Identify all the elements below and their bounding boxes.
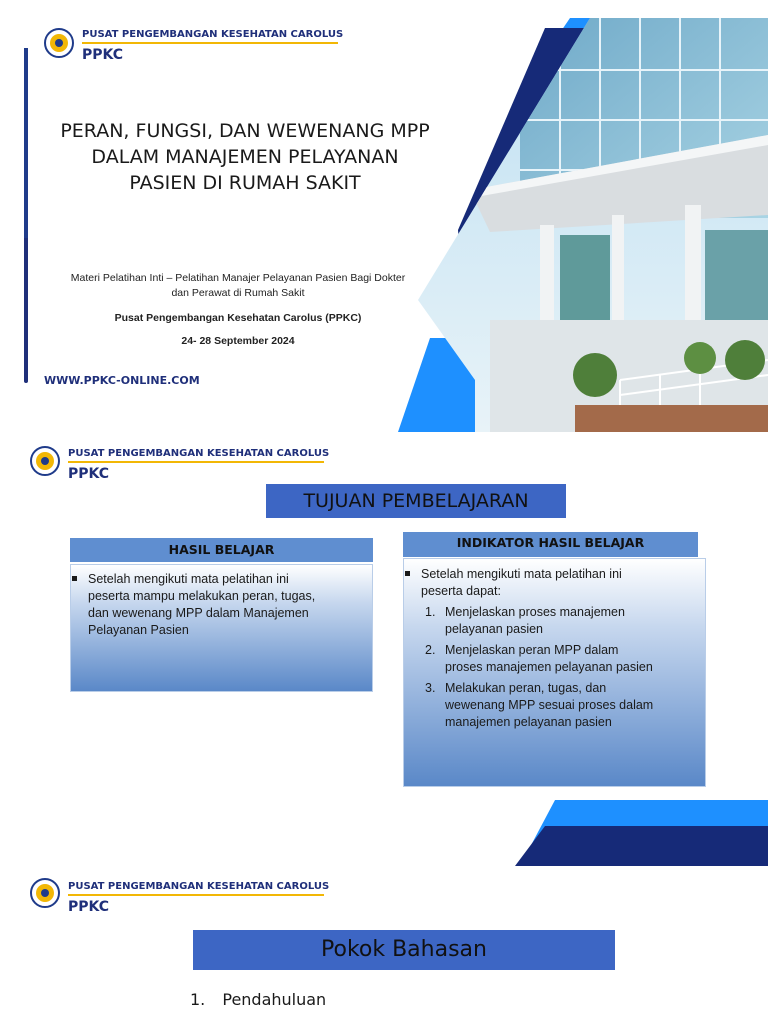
slide-topics: [0, 866, 768, 1024]
item-number: 2.: [425, 643, 436, 657]
subtitle-line-1: Materi Pelatihan Inti – Pelatihan Manajer Pelayanan Pasien Bagi Dokter: [70, 272, 406, 284]
slide-title: Pokok Bahasan: [193, 930, 615, 970]
organizer: Pusat Pengembangan Kesehatan Carolus (PPKC): [114, 312, 362, 324]
indicator-2-line-1: Menjelaskan peran MPP dalam: [445, 643, 619, 657]
indicator-3-line-2: wewenang MPP sesuai proses dalam: [445, 698, 654, 712]
website-link[interactable]: WWW.PPKC-ONLINE.COM: [44, 374, 200, 387]
indicator-1-line-2: pelayanan pasien: [445, 622, 543, 636]
title-line-2: DALAM MANAJEMEN PELAYANAN: [91, 146, 399, 168]
brand-name: PPKC: [68, 466, 110, 482]
org-name: PUSAT PENGEMBANGAN KESEHATAN CAROLUS: [68, 881, 330, 892]
item-number: 1.: [190, 990, 206, 1009]
indicator-intro-line-2: peserta dapat:: [421, 584, 501, 598]
org-name: PUSAT PENGEMBANGAN KESEHATAN CAROLUS: [82, 29, 344, 40]
indicator-header: INDIKATOR HASIL BELAJAR: [403, 532, 698, 557]
item-number: 1.: [425, 605, 436, 619]
brand-name: PPKC: [68, 899, 110, 915]
brand-name: PPKC: [82, 47, 124, 63]
indicator-intro-line-1: Setelah mengikuti mata pelatihan ini: [421, 567, 622, 581]
outcome-line-2: peserta mampu melakukan peran, tugas,: [88, 589, 316, 603]
org-underline: [68, 894, 324, 896]
indicator-1-line-1: Menjelaskan proses manajemen: [445, 605, 625, 619]
org-name: PUSAT PENGEMBANGAN KESEHATAN CAROLUS: [68, 448, 330, 459]
ppkc-logo: [30, 878, 60, 908]
subtitle-line-2: dan Perawat di Rumah Sakit: [171, 287, 305, 299]
slide-title: [0, 0, 768, 432]
title-line-3: PASIEN DI RUMAH SAKIT: [129, 172, 361, 194]
learning-outcome-header: HASIL BELAJAR: [70, 538, 373, 562]
outcome-line-3: dan wewenang MPP dalam Manajemen: [88, 606, 309, 620]
slide-objectives: [0, 432, 768, 866]
topic-label: Pendahuluan: [222, 990, 327, 1009]
outcome-line-1: Setelah mengikuti mata pelatihan ini: [88, 572, 289, 586]
footer-accent-shapes: [0, 432, 768, 866]
slide-title: TUJUAN PEMBELAJARAN: [266, 484, 566, 518]
event-date: 24- 28 September 2024: [181, 335, 295, 347]
indicator-2-line-2: proses manajemen pelayanan pasien: [445, 660, 653, 674]
indicator-3-line-1: Melakukan peran, tugas, dan: [445, 681, 607, 695]
indicator-3-line-3: manajemen pelayanan pasien: [445, 715, 612, 729]
item-number: 3.: [425, 681, 436, 695]
outcome-line-4: Pelayanan Pasien: [88, 623, 189, 637]
title-line-1: PERAN, FUNGSI, DAN WEWENANG MPP: [60, 120, 430, 142]
building-photo-graphic: [0, 0, 768, 432]
topic-item-1: [190, 990, 326, 1009]
